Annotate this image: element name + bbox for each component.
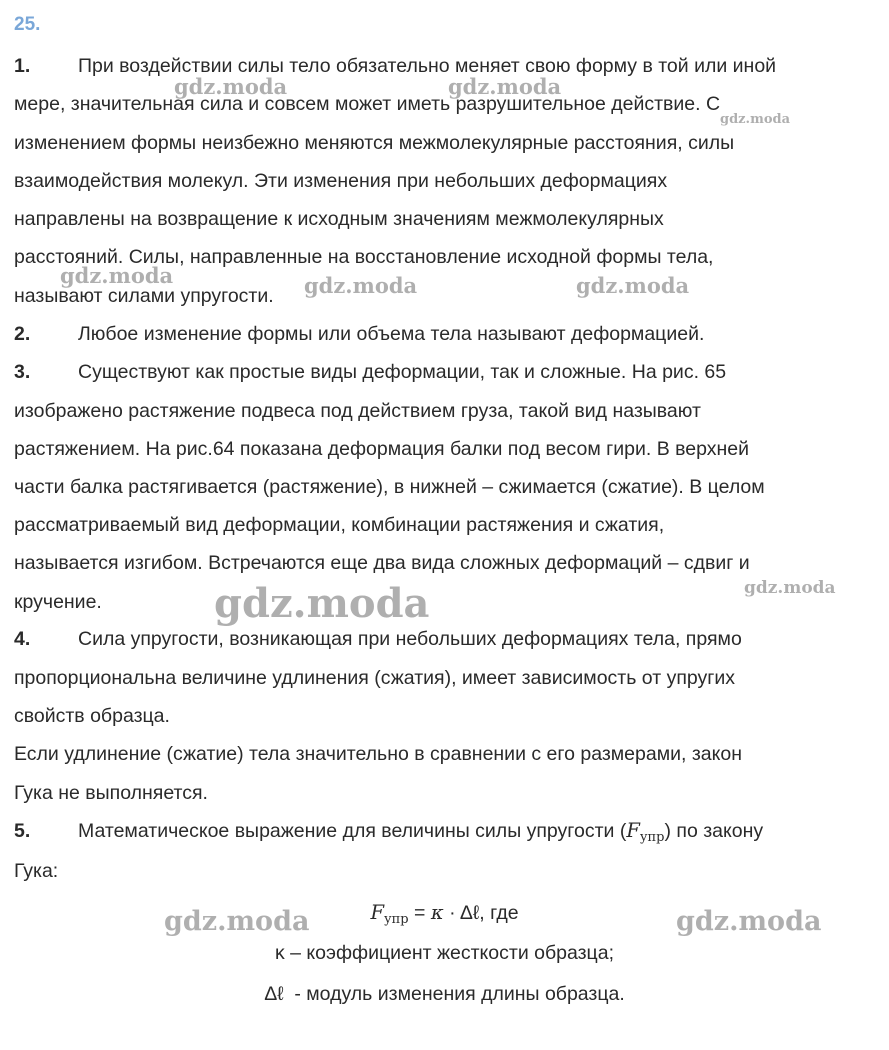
- watermark: gdz.moda: [214, 580, 430, 627]
- item-number: 4.: [14, 628, 31, 650]
- watermark: gdz.moda: [676, 906, 822, 937]
- watermark: gdz.moda: [448, 74, 562, 99]
- text-line: изображено растяжение подвеса под действием груза, такой вид называют: [14, 400, 701, 422]
- text-line: изменением формы неизбежно меняются межмолекулярные расстояния, силы: [14, 132, 735, 154]
- item-number: 3.: [14, 361, 31, 383]
- text-line: 2. Любое изменение формы или объема тела называют деформацией.: [14, 323, 705, 345]
- text-line: пропорциональна величине удлинения (сжатия), имеет зависимость от упругих: [14, 667, 736, 689]
- watermark: gdz.moda: [164, 906, 310, 937]
- text-line: рассматриваемый вид деформации, комбинации растяжения и сжатия,: [14, 514, 665, 536]
- text-line: Гука:: [14, 860, 59, 882]
- watermark: gdz.moda: [576, 273, 690, 298]
- text-line: Гука не выполняется.: [14, 782, 208, 804]
- text-line: кручение.: [14, 591, 102, 613]
- text-line: мере, значительная сила и совсем может иметь разрушительное действие. С: [14, 93, 721, 115]
- text-line: растяжением. На рис.64 показана деформация балки под весом гири. В верхней: [14, 438, 750, 460]
- watermark: gdz.moda: [60, 263, 174, 288]
- text-line: расстояний. Силы, направленные на восстановление исходной формы тела,: [14, 246, 714, 268]
- definition-dl: Δℓ - модуль изменения длины образца.: [264, 983, 625, 1005]
- hooke-formula: $F_{упр} = \kappa$ · Δℓ, где: [370, 901, 519, 927]
- text-line: 1. При воздействии силы тело обязательно меняет свою форму в той или иной: [14, 55, 777, 77]
- text-line: 5. Математическое выражение для величины силы упругости $(F_{упр})$ по закону: [14, 819, 764, 845]
- watermark: gdz.moda: [720, 112, 791, 127]
- text-line: взаимодействия молекул. Эти изменения при небольших деформациях: [14, 170, 668, 192]
- watermark: gdz.moda: [304, 273, 418, 298]
- text-line: свойств образца.: [14, 705, 170, 727]
- task-number: 25.: [14, 14, 41, 35]
- text-line: Если удлинение (сжатие) тела значительно в сравнении с его размерами, закон: [14, 743, 742, 765]
- item-number: 1.: [14, 55, 31, 77]
- text-line: называется изгибом. Встречаются еще два вида сложных деформаций – сдвиг и: [14, 552, 750, 574]
- watermark: gdz.moda: [174, 74, 288, 99]
- text-line: части балка растягивается (растяжение), в нижней – сжимается (сжатие). В целом: [14, 476, 765, 498]
- item-number: 2.: [14, 323, 31, 345]
- definition-k: κ – коэффициент жесткости образца;: [275, 942, 614, 964]
- watermark: gdz.moda: [744, 578, 836, 598]
- text-line: 4. Сила упругости, возникающая при небольших деформациях тела, прямо: [14, 628, 742, 650]
- item-number: 5.: [14, 820, 31, 842]
- text-line: называют силами упругости.: [14, 285, 274, 307]
- text-line: 3. Существуют как простые виды деформации, так и сложные. На рис. 65: [14, 361, 727, 383]
- text-line: направлены на возвращение к исходным значениям межмолекулярных: [14, 208, 664, 230]
- force-symbol: F: [626, 819, 640, 842]
